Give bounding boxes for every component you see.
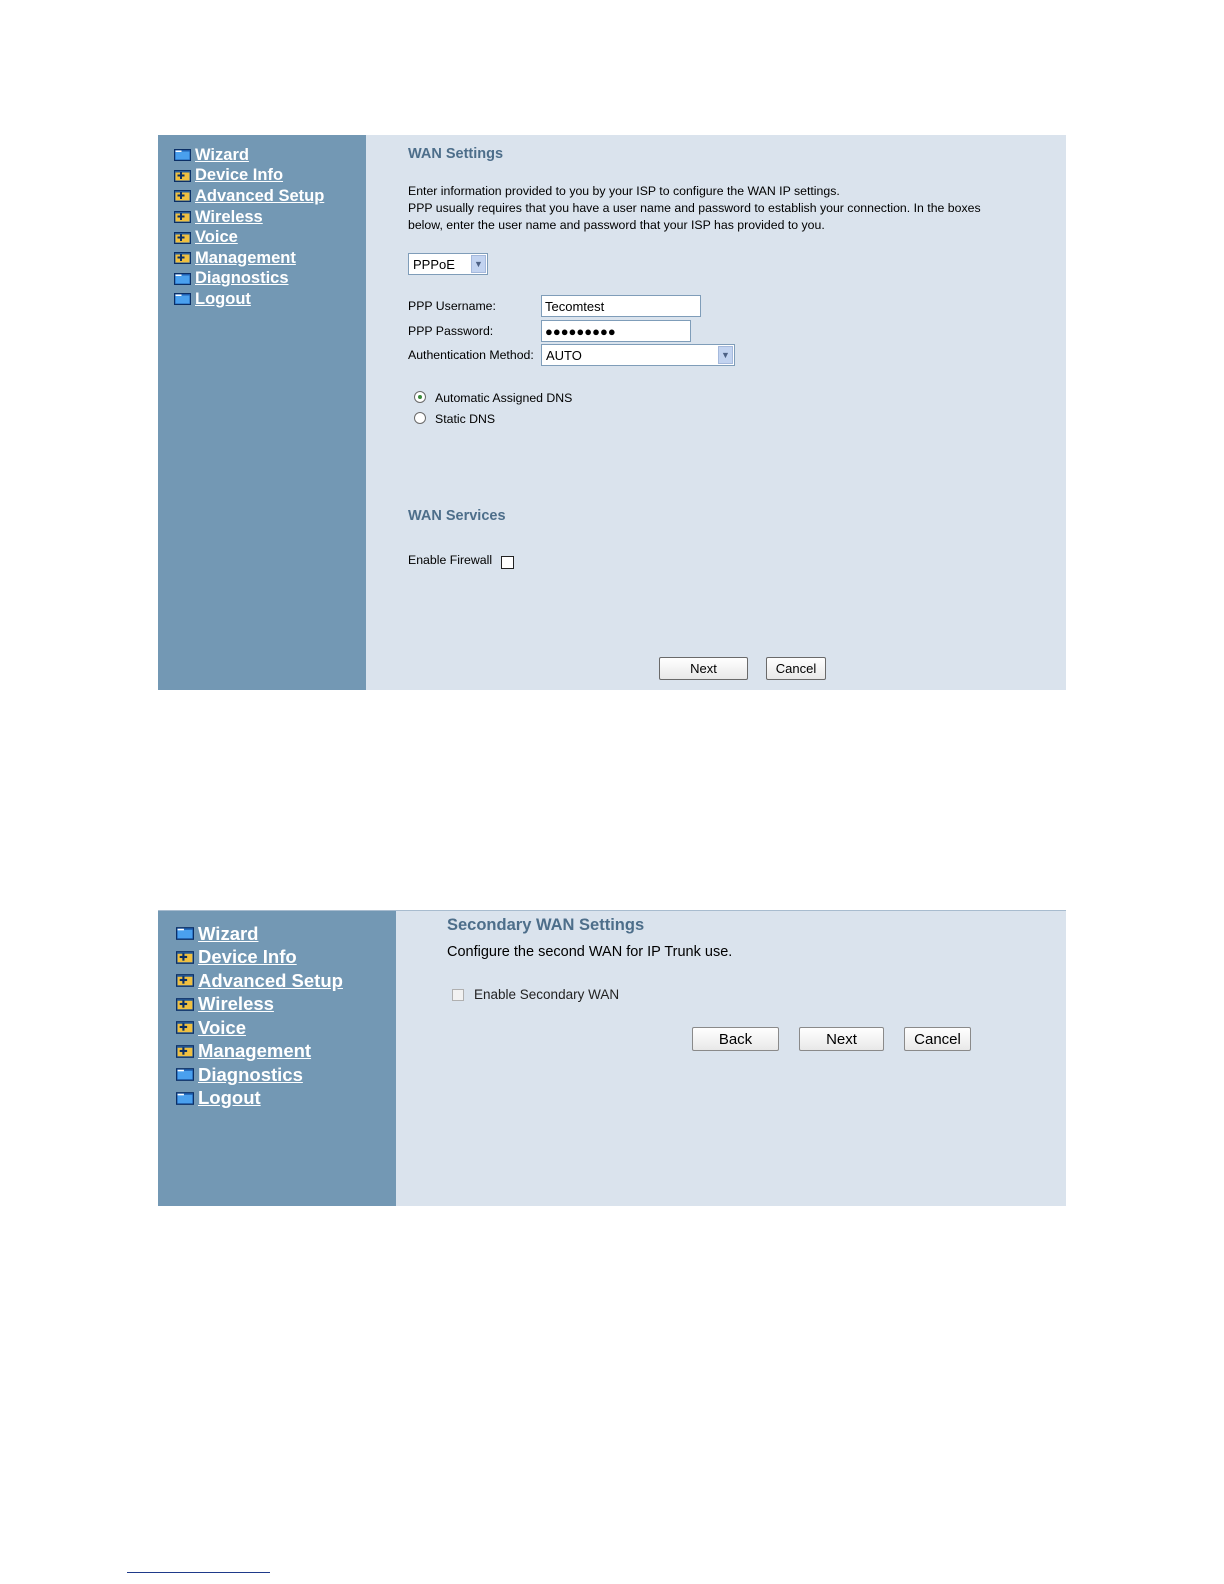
cancel-button[interactable]: Cancel — [904, 1027, 971, 1051]
enable-secondary-wan-label: Enable Secondary WAN — [474, 987, 620, 1002]
sidebar — [158, 135, 366, 690]
sidebar-item-wizard[interactable] — [174, 145, 324, 166]
sidebar-item-voice[interactable] — [174, 227, 324, 248]
nav-link-diagnostics[interactable]: Diagnostics — [195, 269, 289, 288]
firewall-label: Enable Firewall — [408, 553, 493, 567]
folder-plus-icon — [176, 974, 194, 987]
sidebar-item-advanced-setup[interactable] — [174, 186, 324, 207]
intro-line-3: below, enter the user name and password that your ISP has provided to you. — [408, 218, 825, 232]
nav-link-advanced-setup[interactable]: Advanced Setup — [195, 186, 325, 205]
nav-link-wizard[interactable]: Wizard — [198, 922, 259, 944]
nav-link-wireless[interactable]: Wireless — [195, 207, 263, 226]
sidebar-item-management[interactable] — [176, 1040, 343, 1064]
password-field[interactable] — [541, 320, 691, 342]
auth-method-value: AUTO — [546, 347, 582, 363]
dns-static-label: Static DNS — [435, 412, 496, 426]
footnote-separator — [127, 1572, 270, 1573]
nav-link-wireless[interactable]: Wireless — [198, 993, 274, 1015]
section-title-wan-services: WAN Services — [408, 508, 506, 524]
folder-icon — [174, 293, 191, 305]
firewall-checkbox[interactable] — [501, 556, 514, 569]
nav-link-diagnostics[interactable]: Diagnostics — [198, 1063, 303, 1085]
chevron-down-icon: ▼ — [471, 255, 486, 273]
nav-link-management[interactable]: Management — [195, 248, 296, 267]
folder-plus-icon — [174, 170, 191, 182]
auth-method-select[interactable] — [541, 344, 735, 366]
next-button[interactable]: Next — [659, 657, 748, 680]
nav-link-device-info[interactable]: Device Info — [195, 166, 284, 185]
sidebar-item-voice[interactable] — [176, 1016, 343, 1040]
username-value: Tecomtest — [545, 298, 605, 314]
username-field[interactable] — [541, 295, 701, 317]
username-label: PPP Username: — [408, 299, 496, 313]
sidebar-item-advanced-setup[interactable] — [176, 969, 343, 993]
dns-static-radio[interactable] — [414, 412, 426, 424]
folder-plus-icon — [176, 951, 194, 964]
sidebar — [158, 911, 396, 1206]
sidebar-nav — [174, 145, 324, 310]
sidebar-item-diagnostics[interactable] — [174, 269, 324, 290]
folder-icon — [176, 1068, 194, 1081]
sidebar-item-device-info[interactable] — [176, 946, 343, 970]
folder-plus-icon — [174, 190, 191, 202]
sidebar-item-logout[interactable] — [174, 289, 324, 310]
dns-auto-radio[interactable] — [414, 391, 426, 403]
folder-plus-icon — [176, 1045, 194, 1058]
page-title: Secondary WAN Settings — [447, 916, 645, 934]
folder-icon — [176, 927, 194, 940]
nav-link-voice[interactable]: Voice — [198, 1016, 246, 1038]
folder-plus-icon — [174, 232, 191, 244]
secondary-wan-screenshot — [158, 910, 1066, 1206]
folder-plus-icon — [176, 1021, 194, 1034]
nav-link-logout[interactable]: Logout — [198, 1087, 261, 1109]
page-title: WAN Settings — [408, 146, 504, 162]
folder-icon — [174, 273, 191, 285]
sidebar-item-management[interactable] — [174, 248, 324, 269]
enable-secondary-wan-checkbox[interactable] — [452, 989, 464, 1001]
intro-line-2: PPP usually requires that you have a user name and password to establish your connection. In the boxes — [408, 201, 981, 215]
intro-line-1: Enter information provided to you by your ISP to configure the WAN IP settings. — [408, 184, 840, 198]
content-area — [366, 135, 1066, 690]
chevron-down-icon: ▼ — [718, 346, 733, 364]
back-button[interactable]: Back — [692, 1027, 779, 1051]
page-description: Configure the second WAN for IP Trunk use. — [447, 944, 733, 960]
folder-icon — [174, 149, 191, 161]
sidebar-item-wireless[interactable] — [174, 207, 324, 228]
nav-link-logout[interactable]: Logout — [195, 289, 251, 308]
sidebar-nav — [176, 922, 343, 1110]
nav-link-voice[interactable]: Voice — [195, 228, 238, 247]
password-label: PPP Password: — [408, 324, 494, 338]
nav-link-management[interactable]: Management — [198, 1040, 312, 1062]
connection-type-select[interactable] — [408, 253, 488, 275]
sidebar-item-device-info[interactable] — [174, 166, 324, 187]
nav-link-advanced-setup[interactable]: Advanced Setup — [198, 969, 343, 991]
sidebar-item-logout[interactable] — [176, 1087, 343, 1111]
folder-plus-icon — [174, 211, 191, 223]
sidebar-item-wireless[interactable] — [176, 993, 343, 1017]
content-area — [396, 911, 1066, 1206]
sidebar-item-diagnostics[interactable] — [176, 1063, 343, 1087]
next-button[interactable]: Next — [799, 1027, 884, 1051]
nav-link-device-info[interactable]: Device Info — [198, 946, 297, 968]
connection-type-value: PPPoE — [413, 256, 455, 272]
folder-plus-icon — [174, 252, 191, 264]
folder-icon — [176, 1092, 194, 1105]
nav-link-wizard[interactable]: Wizard — [195, 145, 249, 164]
folder-plus-icon — [176, 998, 194, 1011]
dns-auto-label: Automatic Assigned DNS — [435, 391, 573, 405]
password-value: ●●●●●●●●● — [545, 323, 616, 339]
cancel-button[interactable]: Cancel — [766, 657, 826, 680]
sidebar-item-wizard[interactable] — [176, 922, 343, 946]
wan-settings-screenshot — [158, 135, 1066, 690]
auth-method-label: Authentication Method: — [408, 348, 534, 362]
